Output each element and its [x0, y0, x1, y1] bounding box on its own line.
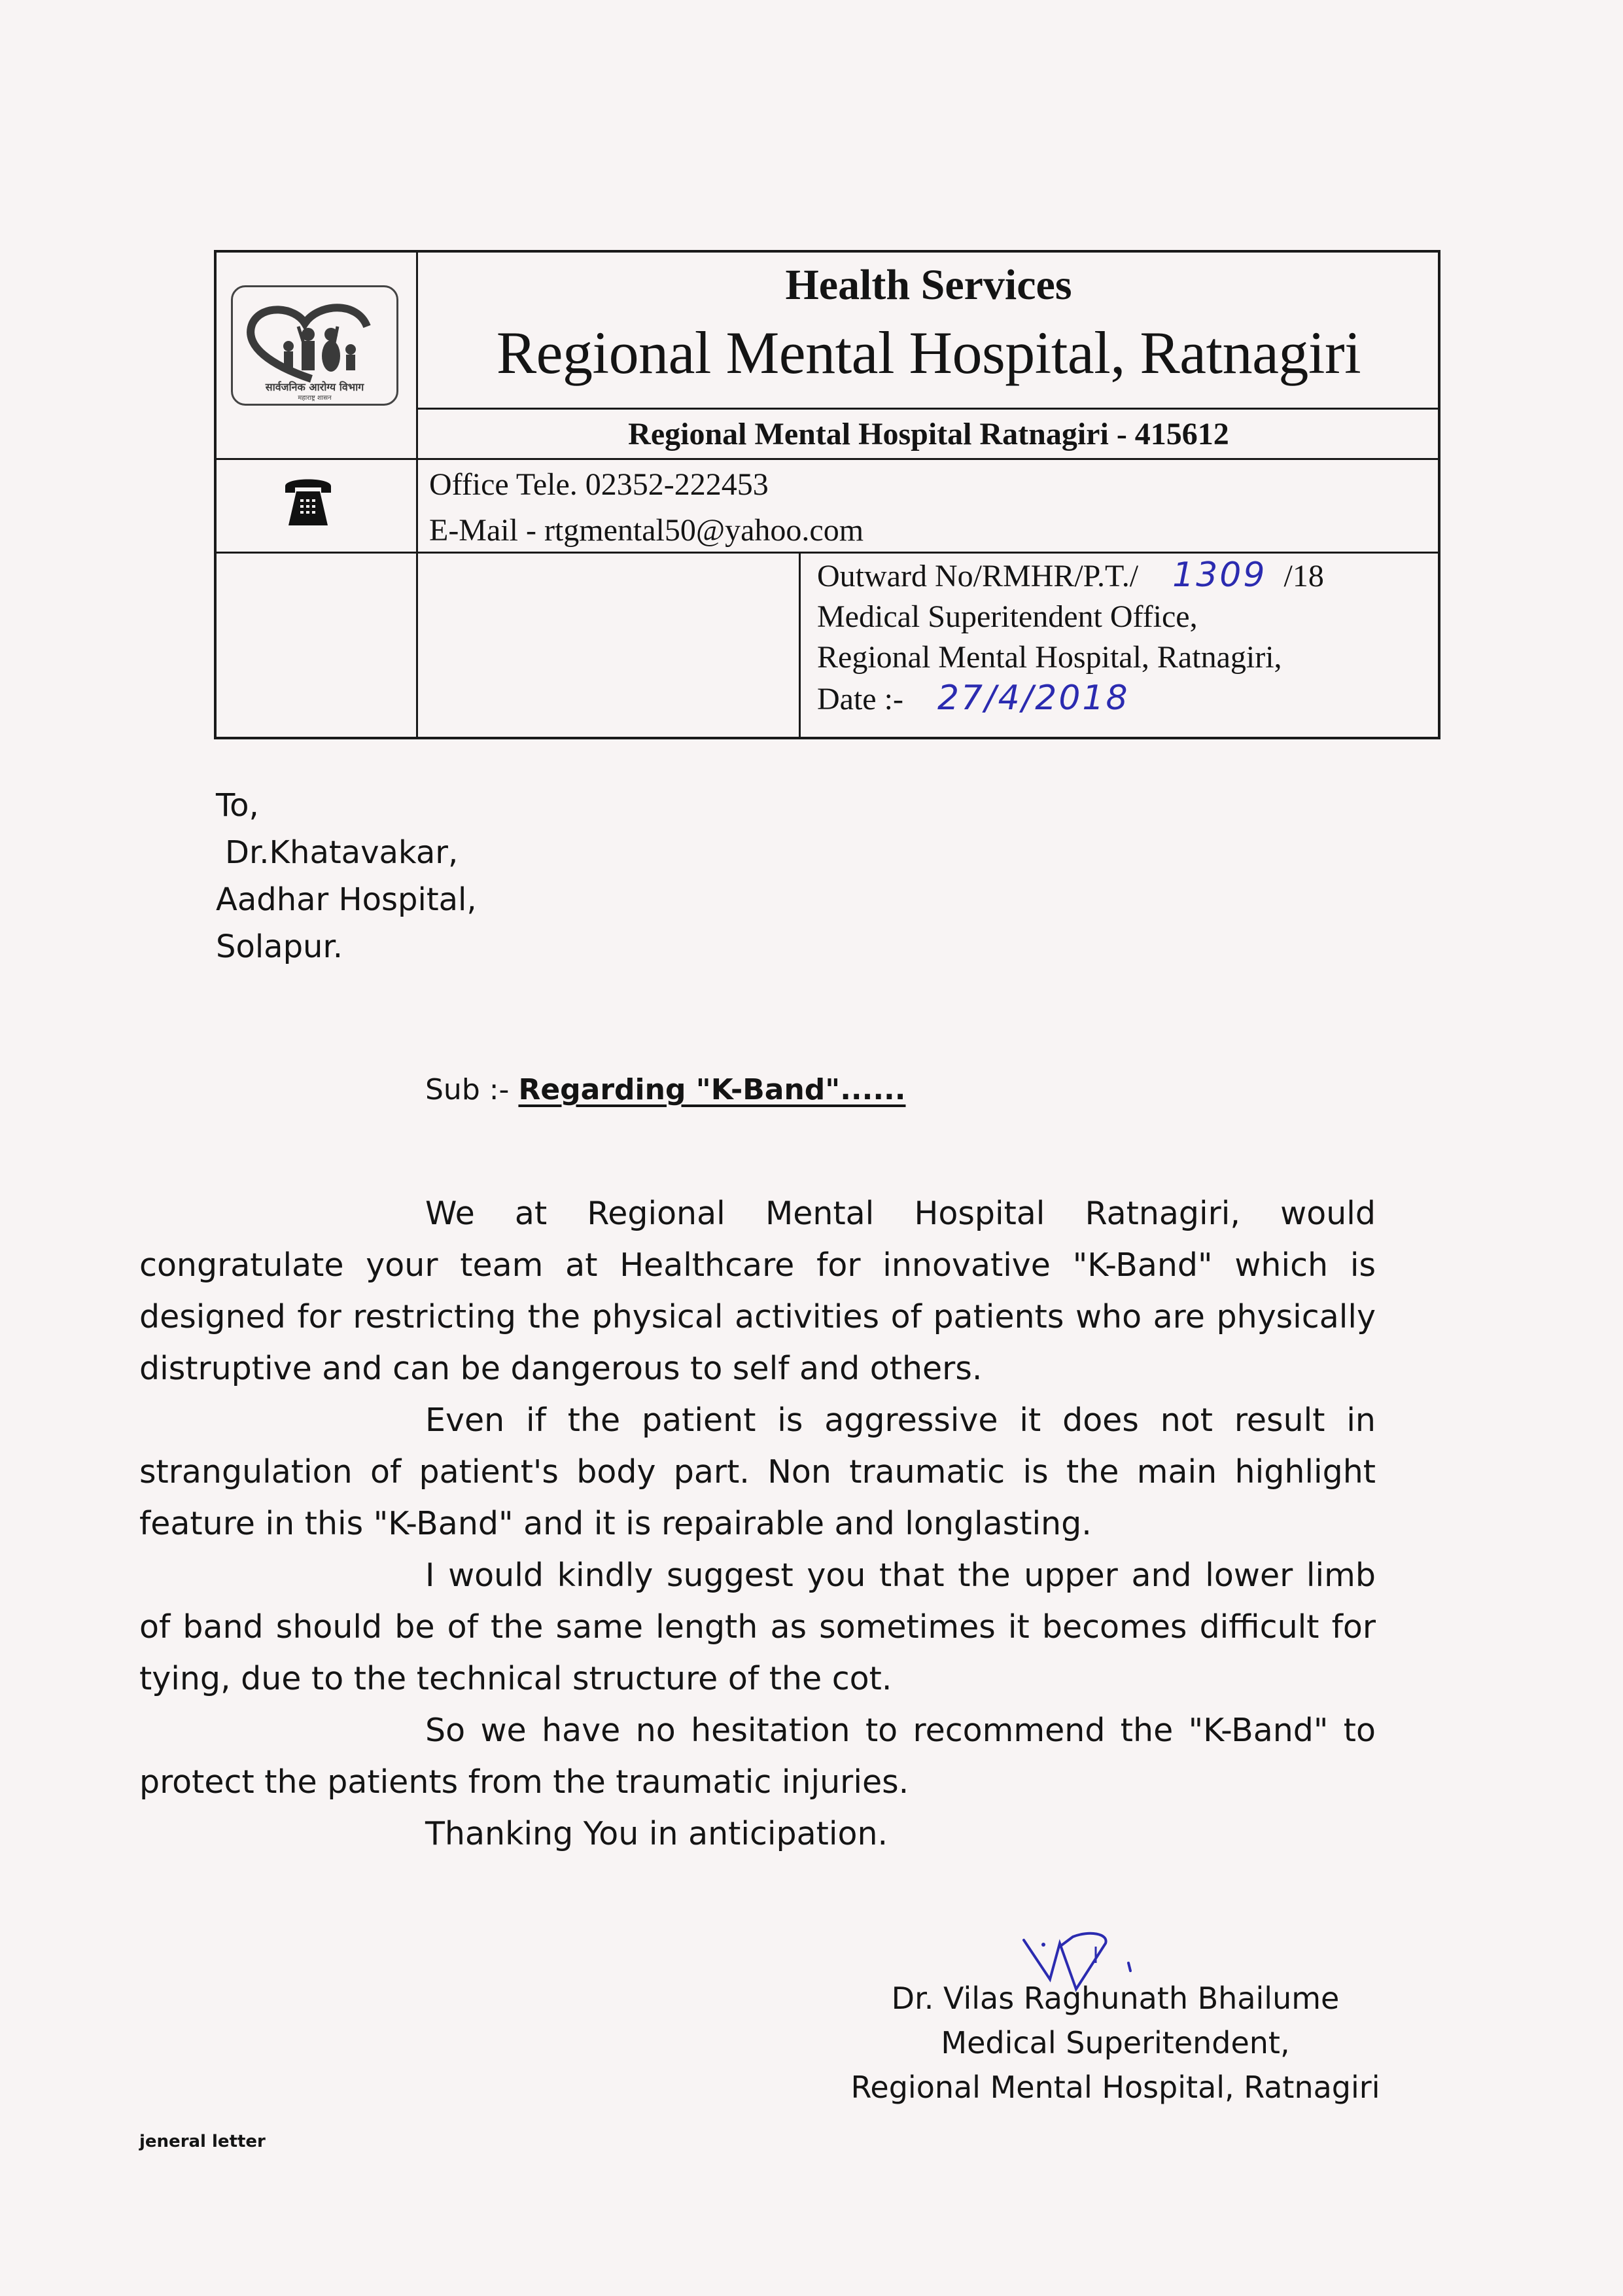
- subject-label: Sub :-: [425, 1073, 510, 1106]
- outward-prefix: Outward No/RMHR/P.T./: [817, 559, 1139, 593]
- hospital-name: Regional Mental Hospital, Ratnagiri: [496, 319, 1361, 386]
- office-telephone: Office Tele. 02352-222453: [429, 467, 769, 502]
- letterhead-table: [214, 250, 1440, 739]
- recipient-line: Dr.Khatavakar,: [225, 834, 459, 871]
- body-paragraph: Thanking You in anticipation.: [425, 1815, 888, 1852]
- footer-note: jeneral letter: [139, 2132, 266, 2151]
- body-paragraph: We at Regional Mental Hospital Ratnagiri, would congratulate your team at Healthcare for innovative "K-Band" which is designed for restricting the physical activities of patients who are physically distruptive and can be dangerous to self and others.: [139, 1195, 1376, 1387]
- department-title: Health Services: [785, 261, 1072, 309]
- recipient-line: To,: [216, 787, 259, 824]
- signatory-name: Dr. Vilas Raghunath Bhailume: [891, 1981, 1340, 2016]
- email-address: E-Mail - rtgmental50@yahoo.com: [429, 513, 864, 548]
- letter-body: [139, 1188, 1376, 1860]
- logo-caption: सार्वजनिक आरोग्य विभाग: [265, 381, 364, 393]
- body-paragraph: I would kindly suggest you that the upper and lower limb of band should be of the same length as sometimes it becomes difficult for tying, due to the technical structure of the cot.: [139, 1557, 1376, 1697]
- recipient-line: Aadhar Hospital,: [216, 881, 477, 918]
- letterhead-cell-divider: [799, 552, 801, 737]
- hospital-line: Regional Mental Hospital, Ratnagiri,: [817, 640, 1282, 675]
- outward-suffix: /18: [1283, 559, 1324, 593]
- outward-number-line: [817, 555, 1324, 597]
- letterhead-column-divider: [416, 253, 418, 737]
- signoff-block: [831, 1976, 1400, 2110]
- date-line: [817, 678, 1324, 720]
- date-handwritten: 27/4/2018: [937, 679, 1130, 718]
- logo-sub-caption: महाराष्ट्र शासन: [298, 395, 332, 402]
- body-paragraph: So we have no hesitation to recommend the "K-Band" to protect the patients from the traumatic injuries.: [139, 1712, 1376, 1801]
- recipient-address: [216, 782, 477, 970]
- recipient-line: Solapur.: [216, 928, 343, 965]
- hospital-address: Regional Mental Hospital Ratnagiri - 415612: [628, 417, 1229, 451]
- health-department-logo: [231, 285, 398, 406]
- letterhead-row-divider: [217, 458, 1438, 460]
- subject-line: [425, 1073, 905, 1106]
- outward-number-handwritten: 1309: [1172, 556, 1267, 595]
- office-line: Medical Superitendent Office,: [817, 599, 1198, 634]
- telephone-icon: [282, 472, 334, 531]
- signatory-title: Medical Superitendent,: [941, 2025, 1290, 2060]
- date-label: Date :-: [817, 682, 903, 716]
- family-heart-icon: [233, 287, 396, 404]
- subject-text: Regarding "K-Band"......: [518, 1073, 906, 1106]
- contact-details: [429, 462, 864, 554]
- outward-reference: [817, 555, 1324, 720]
- signatory-organization: Regional Mental Hospital, Ratnagiri: [850, 2070, 1380, 2105]
- body-paragraph: Even if the patient is aggressive it does not result in strangulation of patient's body part. Non traumatic is the main highlight feature in this "K-Band" and it is repairable and longlasting.: [139, 1402, 1376, 1542]
- letterhead-row-divider: [416, 408, 1438, 410]
